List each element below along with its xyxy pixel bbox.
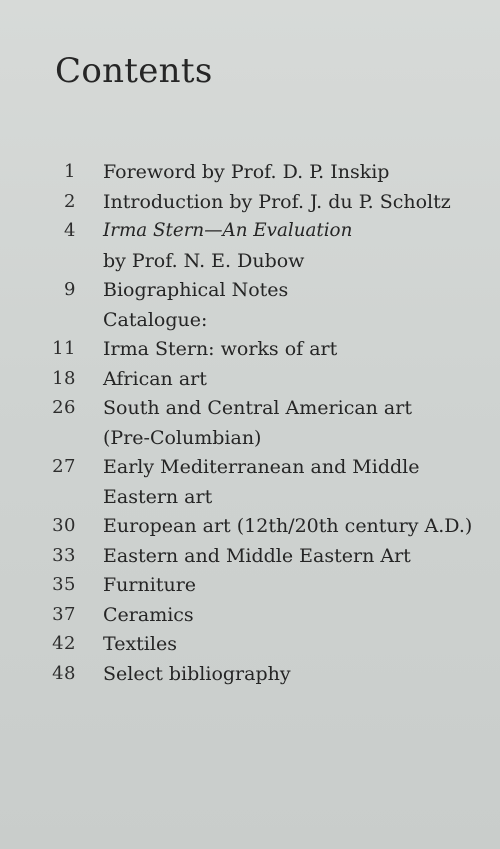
toc-page-number: 37 [52, 603, 76, 625]
toc-line [0, 570, 500, 600]
toc-page-number: 9 [64, 279, 76, 300]
toc-entry-text: Catalogue: [103, 308, 208, 331]
toc-page-number: 2 [64, 190, 76, 212]
toc-entry-text: Foreword by Prof. D. P. Inskip [103, 161, 390, 183]
toc-page-number: 48 [52, 662, 76, 684]
toc-line [0, 659, 500, 689]
toc-page-number: 30 [52, 515, 76, 536]
toc-page-number: 27 [52, 456, 76, 477]
toc-entry-text: Introduction by Prof. J. du P. Scholtz [103, 190, 451, 213]
toc-line [0, 541, 500, 571]
toc-line [0, 629, 500, 659]
toc-page-number: 35 [52, 574, 76, 595]
toc-line [0, 275, 500, 305]
toc-entry-text: Textiles [103, 633, 177, 655]
toc-entry-text: Eastern and Middle Eastern Art [103, 544, 411, 567]
toc-line [0, 305, 500, 335]
toc-entry-text: Irma Stern: works of art [103, 338, 338, 360]
toc-line [0, 216, 500, 246]
toc-entry-text: African art [103, 367, 207, 390]
toc-line [0, 334, 500, 364]
toc-page-number: 11 [52, 338, 76, 359]
toc-line [0, 157, 500, 187]
toc-entry-text: South and Central American art [103, 397, 412, 419]
toc-page-number: 1 [64, 161, 76, 182]
toc-page-number: 42 [52, 633, 76, 654]
page-title: Contents [55, 50, 213, 91]
toc-entry-text: Furniture [103, 574, 197, 596]
toc-entry-text: Biographical Notes [103, 279, 289, 301]
toc-entry-text: Eastern art [103, 485, 213, 508]
toc-page-number: 26 [52, 397, 76, 418]
toc-page-number: 18 [52, 367, 76, 389]
toc-entry-text: by Prof. N. E. Dubow [103, 249, 305, 272]
toc-line [0, 423, 500, 453]
table-of-contents [0, 157, 500, 688]
toc-line [0, 452, 500, 482]
toc-line [0, 393, 500, 423]
toc-entry-text: Select bibliography [103, 662, 291, 685]
toc-line [0, 511, 500, 541]
toc-entry-text: European art (12th/20th century A.D.) [103, 515, 473, 537]
toc-line [0, 246, 500, 276]
toc-entry-text: Early Mediterranean and Middle [103, 456, 420, 478]
toc-line [0, 482, 500, 512]
toc-line [0, 364, 500, 394]
toc-line [0, 187, 500, 217]
toc-line [0, 600, 500, 630]
toc-entry-text: (Pre-Columbian) [103, 426, 262, 449]
toc-entry-text: Ceramics [103, 603, 194, 626]
toc-page-number: 33 [52, 544, 76, 566]
toc-entry-text: Irma Stern—An Evaluation [103, 220, 353, 241]
toc-page-number: 4 [64, 220, 76, 241]
